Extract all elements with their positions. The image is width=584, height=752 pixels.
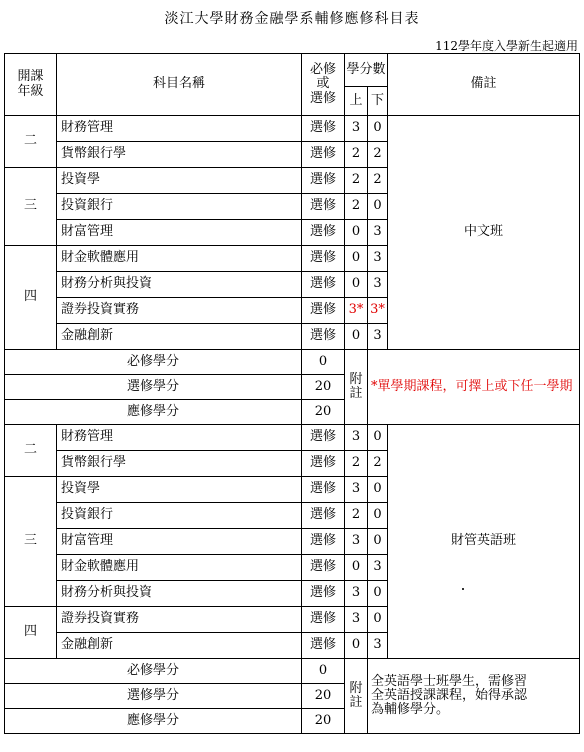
- credit-down-cell: 3: [368, 246, 388, 272]
- credit-down-cell: 3: [368, 324, 388, 350]
- type-cell: 選修: [302, 298, 345, 324]
- credit-up-cell: 2: [345, 194, 368, 220]
- note-label-line2: 註: [349, 695, 363, 710]
- credit-up-cell: 0: [345, 246, 368, 272]
- type-cell: 選修: [302, 116, 345, 142]
- credit-up-cell: 2: [345, 451, 368, 477]
- credit-down-cell: 0: [368, 581, 388, 607]
- credit-down-cell: 0: [368, 503, 388, 529]
- year-cell: 三: [5, 168, 57, 246]
- summary-label: 必修學分: [5, 350, 302, 375]
- year-cell: 四: [5, 607, 57, 659]
- summary-row: [5, 350, 580, 375]
- credit-up-cell: 2: [345, 142, 368, 168]
- credit-up-cell: 3: [345, 607, 368, 633]
- summary-label: 選修學分: [5, 684, 302, 709]
- type-cell: 選修: [302, 246, 345, 272]
- credit-down-cell: 2: [368, 142, 388, 168]
- credit-up-cell: 3*: [345, 298, 368, 324]
- credit-down-cell: 3: [368, 555, 388, 581]
- subject-cell: 財務管理: [57, 425, 302, 451]
- note-label: [345, 350, 368, 425]
- credit-up-cell: 3: [345, 477, 368, 503]
- applicability-note: 112學年度入學新生起適用: [435, 39, 578, 53]
- header-type-line3: 選修: [309, 90, 336, 106]
- type-cell: 選修: [302, 477, 345, 503]
- header-type-line1: 必修: [309, 62, 336, 78]
- subject-cell: 財務分析與投資: [57, 581, 302, 607]
- header-type-line2: 或: [316, 76, 330, 92]
- credit-down-cell: 0: [368, 607, 388, 633]
- credit-down-cell: 3: [368, 633, 388, 659]
- year-cell: 三: [5, 477, 57, 607]
- subject-cell: 財務分析與投資: [57, 272, 302, 298]
- credit-down-cell: 3: [368, 220, 388, 246]
- subject-cell: 財務管理: [57, 116, 302, 142]
- credit-down-cell: 0: [368, 425, 388, 451]
- summary-value: 20: [302, 684, 345, 709]
- type-cell: 選修: [302, 451, 345, 477]
- type-cell: 選修: [302, 529, 345, 555]
- type-cell: 選修: [302, 555, 345, 581]
- subject-cell: 財金軟體應用: [57, 555, 302, 581]
- subject-cell: 投資銀行: [57, 194, 302, 220]
- credit-up-cell: 3: [345, 529, 368, 555]
- page-title: 淡江大學財務金融學系輔修應修科目表: [164, 11, 420, 27]
- summary-value: 20: [302, 400, 345, 425]
- type-cell: 選修: [302, 607, 345, 633]
- note-text-line3: 為輔修學分。: [371, 702, 450, 718]
- subject-cell: 證券投資實務: [57, 607, 302, 633]
- subject-cell: 財金軟體應用: [57, 246, 302, 272]
- note-label-line1: 附: [349, 371, 363, 387]
- type-cell: 選修: [302, 633, 345, 659]
- note-text: *單學期課程，可擇上或下任一學期: [368, 350, 580, 425]
- credit-down-cell: 3: [368, 272, 388, 298]
- remark-cell: 財管英語班: [388, 425, 580, 659]
- table-row: [5, 425, 580, 451]
- note-text-line2: 全英語授課課程，始得承認: [371, 687, 528, 703]
- summary-label: 選修學分: [5, 375, 302, 400]
- credit-up-cell: 0: [345, 555, 368, 581]
- header-up: 上: [345, 87, 368, 116]
- header-down: 下: [368, 87, 388, 116]
- note-label-line2: 註: [349, 386, 363, 401]
- subject-cell: 金融創新: [57, 633, 302, 659]
- summary-value: 20: [302, 375, 345, 400]
- header-remark: 備註: [388, 54, 580, 116]
- type-cell: 選修: [302, 220, 345, 246]
- subject-cell: 貨幣銀行學: [57, 142, 302, 168]
- type-cell: 選修: [302, 581, 345, 607]
- credit-up-cell: 3: [345, 425, 368, 451]
- credit-up-cell: 3: [345, 581, 368, 607]
- summary-row: [5, 659, 580, 684]
- credit-down-cell: 0: [368, 116, 388, 142]
- header-year: [5, 54, 57, 116]
- header-type: [302, 54, 345, 116]
- header-year-line1: 開課: [17, 69, 44, 85]
- credit-up-cell: 0: [345, 272, 368, 298]
- credit-down-cell: 0: [368, 477, 388, 503]
- subject-cell: 投資銀行: [57, 503, 302, 529]
- type-cell: 選修: [302, 142, 345, 168]
- summary-value: 20: [302, 709, 345, 734]
- note-label: [345, 659, 368, 734]
- note-text-line1: 全英語學士班學生，需修習: [371, 673, 528, 689]
- credit-up-cell: 0: [345, 324, 368, 350]
- summary-value: 0: [302, 350, 345, 375]
- remark-cell: 中文班: [388, 116, 580, 350]
- credit-up-cell: 0: [345, 633, 368, 659]
- subject-cell: 財富管理: [57, 220, 302, 246]
- credit-down-cell: 0: [368, 529, 388, 555]
- subject-cell: 貨幣銀行學: [57, 451, 302, 477]
- subject-cell: 投資學: [57, 477, 302, 503]
- credit-up-cell: 2: [345, 168, 368, 194]
- summary-value: 0: [302, 659, 345, 684]
- credit-down-cell: 2: [368, 168, 388, 194]
- year-cell: 四: [5, 246, 57, 350]
- type-cell: 選修: [302, 503, 345, 529]
- type-cell: 選修: [302, 324, 345, 350]
- subject-cell: 財富管理: [57, 529, 302, 555]
- note-label-line1: 附: [349, 680, 363, 696]
- note-text: [368, 659, 580, 734]
- credit-up-cell: 3: [345, 116, 368, 142]
- summary-label: 應修學分: [5, 400, 302, 425]
- subject-cell: 證券投資實務: [57, 298, 302, 324]
- type-cell: 選修: [302, 194, 345, 220]
- credit-up-cell: 0: [345, 220, 368, 246]
- type-cell: 選修: [302, 425, 345, 451]
- header-year-line2: 年級: [17, 83, 44, 99]
- credit-down-cell: 0: [368, 194, 388, 220]
- summary-label: 必修學分: [5, 659, 302, 684]
- year-cell: 二: [5, 116, 57, 168]
- credit-up-cell: 2: [345, 503, 368, 529]
- subject-cell: 投資學: [57, 168, 302, 194]
- header-credits: 學分數: [345, 54, 388, 87]
- type-cell: 選修: [302, 168, 345, 194]
- credit-down-cell: 2: [368, 451, 388, 477]
- table-row: [5, 116, 580, 142]
- summary-label: 應修學分: [5, 709, 302, 734]
- type-cell: 選修: [302, 272, 345, 298]
- credit-down-cell: 3*: [368, 298, 388, 324]
- course-table: [4, 53, 580, 734]
- header-subject: 科目名稱: [57, 54, 302, 116]
- subject-cell: 金融創新: [57, 324, 302, 350]
- year-cell: 二: [5, 425, 57, 477]
- stray-dot: [462, 588, 464, 590]
